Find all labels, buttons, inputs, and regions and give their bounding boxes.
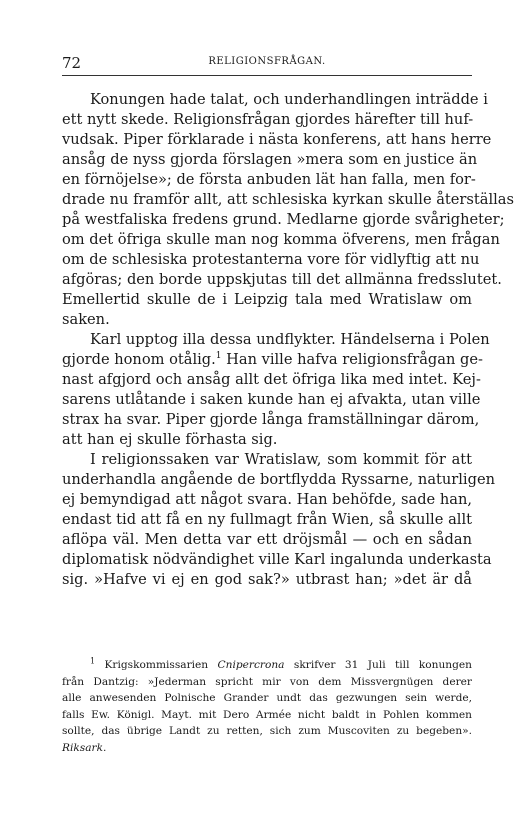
page-header bbox=[62, 54, 472, 74]
paragraph-1 bbox=[62, 90, 514, 330]
text-line: en förnöjelse»; de första anbuden lät han falla, men for- bbox=[62, 171, 476, 188]
text-line: ansåg de nyss gjorda förslagen »mera som en justice än bbox=[62, 151, 478, 168]
header-rule bbox=[62, 75, 472, 76]
text-line: strax ha svar. Piper gjorde långa framställningar därom, bbox=[62, 411, 480, 428]
paragraph-2 bbox=[62, 330, 490, 450]
text-segment: gjorde honom otålig. bbox=[62, 351, 216, 368]
running-head: RELIGIONSFRÅGAN. bbox=[208, 56, 326, 67]
text-line: om det öfriga skulle man nog komma öfverens, men frågan bbox=[62, 231, 500, 248]
footnote-line: från Dantzig: »Jederman spricht mir von dem Missvergnügen derer bbox=[62, 675, 472, 688]
paragraph-3 bbox=[62, 450, 495, 590]
text-line: att han ej skulle förhasta sig. bbox=[62, 431, 278, 448]
footnote-reference: 1 bbox=[215, 351, 222, 362]
text-line: Karl upptog illa dessa undflykter. Händelserna i Polen bbox=[90, 331, 490, 348]
footnote-line: alle anwesenden Polnische Grander undt das gezwungen sein werde, bbox=[62, 692, 472, 704]
text-line: underhandla angående de bortflydda Ryssarne, naturligen bbox=[62, 471, 495, 488]
text-line: på westfaliska fredens grund. Medlarne gjorde svårigheter; bbox=[62, 211, 505, 228]
footnote-marker: 1 bbox=[90, 656, 96, 666]
text-line: diplomatisk nödvändighet ville Karl ingalunda underkasta bbox=[62, 551, 492, 568]
text-segment: skrifver 31 Juli till konungen bbox=[293, 659, 473, 671]
footnote-line: sollte, das übrige Landt zu retten, sich zum Muscoviten zu begeben». bbox=[62, 725, 472, 737]
text-line: om de schlesiska protestanterna vore för vidlyftig att nu bbox=[62, 251, 480, 268]
text-segment: Krigskommissarien bbox=[104, 659, 209, 671]
footnote-line: falls Ew. Königl. Mayt. mit Dero Armée nicht baldt in Pohlen kommen bbox=[62, 708, 472, 721]
text-line: Emellertid skulle de i Leipzig tala med Wratislaw om bbox=[62, 291, 472, 308]
text-line: sig. »Hafve vi ej en god sak?» utbrast han; »det är då bbox=[62, 571, 472, 588]
text-line: sarens utlåtande i saken kunde han ej afvakta, utan ville bbox=[62, 391, 481, 408]
text-line: Konungen hade talat, och underhandlingen inträdde i bbox=[90, 91, 488, 108]
page-number: 72 bbox=[62, 54, 82, 72]
footnotes bbox=[62, 657, 472, 756]
text-line: I religionssaken var Wratislaw, som kommit för att bbox=[90, 451, 472, 468]
text-line bbox=[62, 350, 483, 370]
text-segment: Han ville hafva religionsfrågan ge- bbox=[226, 351, 483, 368]
text-line: ett nytt skede. Religionsfrågan gjordes härefter till huf- bbox=[62, 111, 474, 128]
footnote-source: Riksark. bbox=[62, 741, 107, 754]
text-line: aflöpa väl. Men detta var ett dröjsmål — och en sådan bbox=[62, 531, 472, 548]
footnote-line bbox=[62, 657, 472, 674]
text-line: drade nu framför allt, att schlesiska kyrkan skulle återställas bbox=[62, 191, 514, 208]
person-name: Cnipercrona bbox=[217, 659, 285, 671]
text-line: ej bemyndigad att något svara. Han behöfde, sade han, bbox=[62, 491, 472, 508]
text-line: saken. bbox=[62, 311, 110, 328]
text-line: endast tid att få en ny fullmagt från Wien, så skulle allt bbox=[62, 511, 472, 528]
text-line: afgöras; den borde uppskjutas till det allmänna fredsslutet. bbox=[62, 271, 502, 288]
body-text bbox=[62, 90, 514, 590]
text-line: vudsak. Piper förklarade i nästa konferens, att hans herre bbox=[62, 131, 492, 148]
text-line: nast afgjord och ansåg allt det öfriga lika med intet. Kej- bbox=[62, 371, 481, 388]
